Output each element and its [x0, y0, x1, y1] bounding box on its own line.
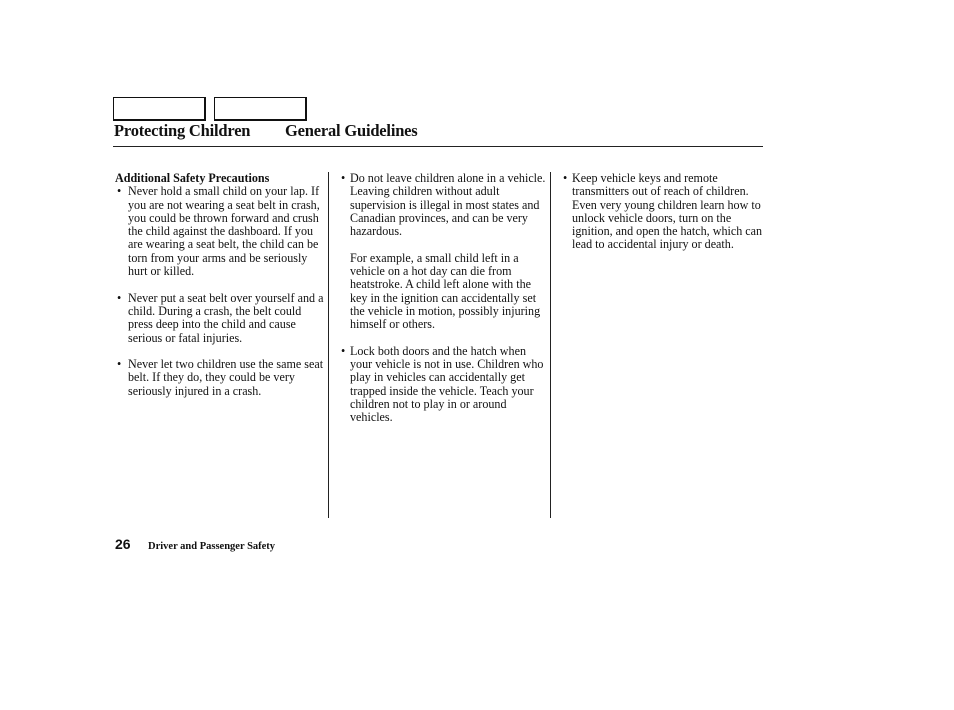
column-2: [341, 172, 546, 438]
nav-tab-box-left: [113, 97, 206, 121]
list-item: [341, 345, 546, 425]
list-item-text: Lock both doors and the hatch when your vehicle is not in use. Children who play in vehicles can accidentally get trapped inside the vehicle. Teach your children not to play in or around vehicles.: [350, 343, 544, 425]
column-divider: [328, 172, 329, 518]
section-title: Protecting Children: [114, 121, 251, 140]
bullet-icon: •: [117, 290, 122, 305]
list-item-text: Do not leave children alone in a vehicle. Leaving children without adult supervision is illegal in most states and Canadian provinces, and can be very hazardous.: [350, 171, 546, 239]
list-item-text: Never let two children use the same seat belt. If they do, they could be very seriously injured in a crash.: [128, 357, 324, 398]
list-item-text: Never put a seat belt over yourself and a child. During a crash, the belt could press deep into the child and cause serious or fatal injuries.: [128, 290, 324, 345]
nav-tab-box-right: [214, 97, 307, 121]
column-3: [563, 172, 763, 265]
bullet-icon: •: [341, 343, 346, 358]
list-item: [563, 172, 763, 252]
list-item: [341, 172, 546, 238]
paragraph: For example, a small child left in a vehicle on a hot day can die from heatstroke. A child left alone with the key in the ignition can accidentally set the vehicle in motion, possibly injuring himself or others.: [350, 250, 541, 332]
list-item: [115, 292, 325, 345]
bullet-icon: •: [117, 357, 122, 372]
list-item: [115, 358, 325, 398]
bullet-icon: •: [563, 171, 568, 185]
page-title: General Guidelines: [285, 121, 418, 140]
page-number: 26: [115, 536, 131, 552]
bullet-icon: •: [341, 171, 346, 185]
column-1: [115, 172, 325, 411]
list-item: [115, 185, 325, 278]
subheading: Additional Safety Precautions: [115, 171, 270, 185]
column-divider: [550, 172, 551, 518]
bullet-icon: •: [117, 184, 122, 199]
list-item-text: Never hold a small child on your lap. If you are not wearing a seat belt in crash, you could be thrown forward and crush the child against the dashboard. If you are wearing a seat belt, the child can be torn from your arms and be seriously hurt or killed.: [128, 184, 320, 279]
footer-section-name: Driver and Passenger Safety: [148, 541, 276, 552]
list-item-text: Keep vehicle keys and remote transmitters out of reach of children. Even very young children learn how to unlock vehicle doors, turn on the ignition, and open the hatch, which can lead to accidental injury or death.: [572, 171, 763, 252]
header-rule: [113, 146, 763, 147]
